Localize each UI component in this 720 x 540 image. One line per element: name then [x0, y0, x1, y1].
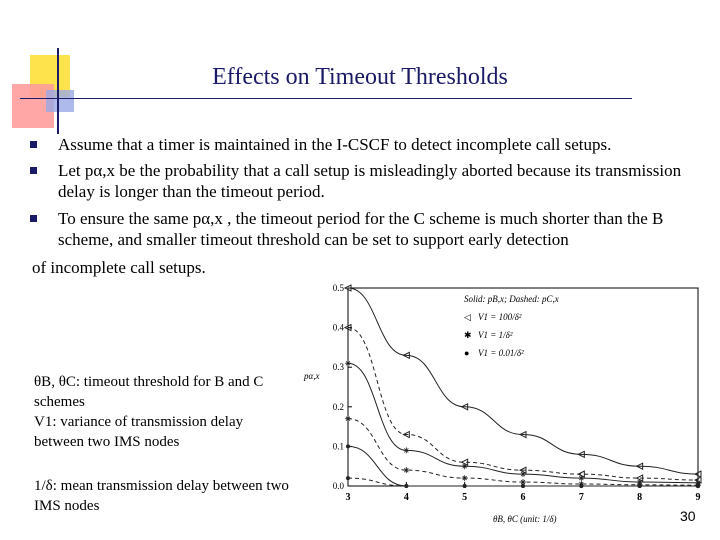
y-tick-label: 0.2	[332, 401, 344, 412]
y-tick-label: 0.5	[332, 283, 344, 293]
slide-title: Effects on Timeout Thresholds	[212, 64, 508, 90]
legend-header: Solid: pB,x; Dashed: pC,x	[464, 294, 559, 304]
x-tick-label: 4	[403, 492, 409, 503]
data-point	[696, 484, 700, 488]
y-tick-label: 0.1	[332, 441, 344, 452]
x-tick-label: 3	[345, 492, 351, 503]
x-axis-label: θB, θC (unit: 1/δ)	[493, 514, 557, 524]
deco-horizontal-line	[20, 98, 632, 99]
plot-frame	[348, 288, 698, 486]
bullet-item: To ensure the same pα,x , the timeout period for the C scheme is much shorter than the B scheme, and smaller timeout threshold can be set to support early detection	[58, 208, 716, 250]
legend-label: V1 = 1/δ²	[478, 330, 513, 340]
bullet-square-icon	[30, 141, 37, 148]
y-axis-label: pα,x	[304, 371, 320, 382]
legend-marker: ●	[464, 348, 470, 358]
data-point	[403, 467, 409, 473]
data-point	[578, 475, 584, 481]
bullet-square-icon	[30, 167, 37, 174]
data-point	[462, 463, 468, 469]
note-theta: θB, θC: timeout threshold for B and C schemes	[34, 374, 264, 410]
data-point	[638, 484, 642, 488]
legend-marker: ◁	[464, 312, 471, 322]
data-point	[403, 447, 409, 453]
note-delta: 1/δ: mean transmission delay between two IMS nodes	[34, 478, 289, 514]
data-point	[345, 360, 351, 366]
x-tick-label: 6	[520, 492, 526, 503]
data-point	[521, 484, 525, 488]
bullet-tail-text: of incomplete call setups.	[32, 258, 206, 277]
x-tick-label: 5	[462, 492, 468, 503]
data-point	[579, 484, 583, 488]
legend-marker: ✱	[464, 330, 472, 340]
x-tick-label: 8	[637, 492, 643, 503]
y-tick-label: 0.3	[332, 362, 344, 373]
data-point	[346, 476, 350, 480]
legend-label: V1 = 0.01/δ²	[478, 348, 524, 358]
series-line	[348, 288, 698, 474]
note-v1: V1: variance of transmission delay between two IMS nodes	[34, 414, 244, 450]
bullet-item: Assume that a timer is maintained in the I-CSCF to detect incomplete call setups.	[58, 134, 716, 155]
x-tick-label: 7	[578, 492, 584, 503]
y-tick-label: 0.4	[332, 322, 344, 333]
data-point	[520, 471, 526, 477]
deco-vertical-line	[57, 48, 59, 134]
deco-blue-block	[46, 90, 74, 112]
data-point	[463, 484, 467, 488]
bullet-item: Let pα,x be the probability that a call setup is misleadingly aborted because its transmission delay is longer than the timeout period.	[58, 160, 716, 202]
legend-label: V1 = 100/δ²	[478, 312, 522, 322]
x-tick-label: 9	[695, 492, 701, 503]
data-point	[462, 475, 468, 481]
series-line	[348, 363, 698, 483]
bullet-square-icon	[30, 215, 37, 222]
data-point	[346, 444, 350, 448]
timeout-probability-chart	[296, 280, 716, 526]
y-tick-label: 0.0	[332, 481, 344, 491]
data-point	[345, 416, 351, 422]
data-point	[404, 484, 408, 488]
page-number: 30	[680, 508, 696, 524]
